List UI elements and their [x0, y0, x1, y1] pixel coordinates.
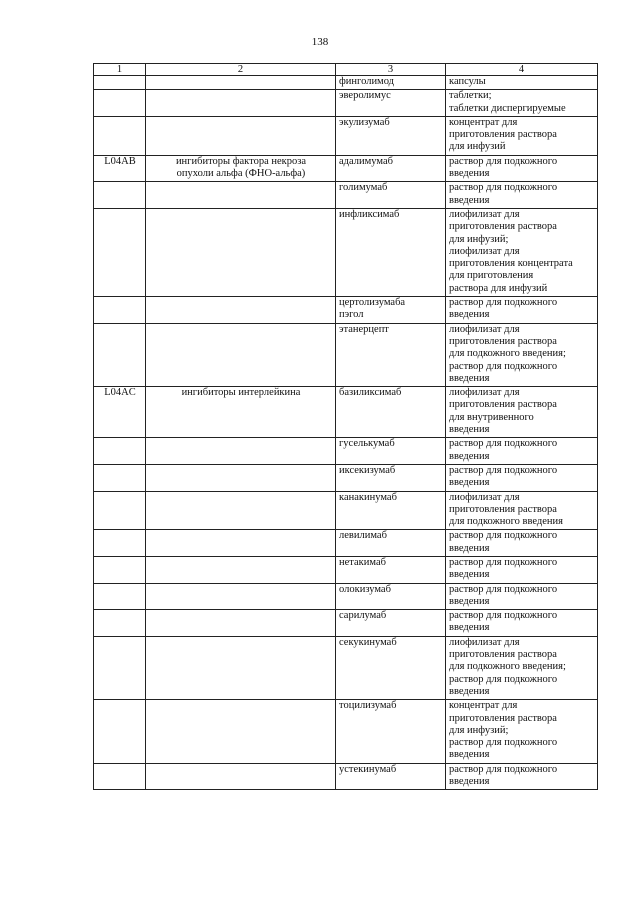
atc-code-cell: [94, 636, 146, 699]
atc-code-cell: [94, 491, 146, 530]
atc-code-cell: [94, 583, 146, 610]
substance-cell-line: финголимод: [339, 76, 394, 87]
pharm-group-cell: [146, 530, 336, 557]
substance-cell-line: олокизумаб: [339, 583, 391, 595]
table-row: [94, 90, 598, 117]
drug-table: [93, 63, 598, 790]
table-row: [94, 636, 598, 699]
pharm-group-cell-line: ингибиторы фактора некроза: [175, 155, 307, 167]
atc-code-cell: L04AC: [94, 387, 146, 438]
table-row: [94, 182, 598, 209]
substance-cell: [336, 464, 446, 491]
table-row: [94, 464, 598, 491]
table-row: [94, 583, 598, 610]
dosage-form-cell-line: лиофилизат для: [449, 323, 520, 335]
substance-cell-line: сарилумаб: [339, 610, 387, 622]
atc-code-cell: [94, 700, 146, 763]
dosage-form-cell-line: введения: [449, 776, 490, 788]
pharm-group-cell: [146, 491, 336, 530]
dosage-form-cell-line: введения: [449, 622, 490, 634]
dosage-form-cell-line: для подкожного введения;: [449, 348, 566, 360]
dosage-form-cell-line: раствор для подкожного: [449, 464, 558, 476]
dosage-form-cell: [446, 530, 598, 557]
dosage-form-cell: [446, 583, 598, 610]
dosage-form-cell-line: таблетки;: [449, 90, 492, 102]
dosage-form-cell-line: лиофилизат для: [449, 636, 520, 648]
dosage-form-cell-line: введения: [449, 309, 490, 321]
atc-code-cell: [94, 438, 146, 465]
dosage-form-cell-line: для подкожного введения;: [449, 661, 566, 673]
dosage-form-cell-line: для приготовления: [449, 270, 534, 282]
pharm-group-cell: [146, 90, 336, 117]
dosage-form-cell: [446, 700, 598, 763]
substance-cell: [336, 90, 446, 117]
substance-cell-line: пэгол: [339, 309, 364, 321]
table-row: [94, 556, 598, 583]
substance-cell: [336, 438, 446, 465]
dosage-form-cell-line: раствор для подкожного: [449, 360, 558, 372]
pharm-group-cell: [146, 76, 336, 90]
substance-cell-line: этанерцепт: [339, 323, 389, 335]
pharm-group-cell: [146, 182, 336, 209]
dosage-form-cell-line: раствор для подкожного: [449, 610, 558, 622]
atc-code-cell: [94, 464, 146, 491]
atc-code-cell: [94, 76, 146, 90]
dosage-form-cell-line: лиофилизат для: [449, 208, 520, 220]
dosage-form-cell-line: раствор для подкожного: [449, 737, 558, 749]
atc-code-cell: L04AB: [94, 155, 146, 182]
table-row: [94, 208, 598, 296]
dosage-form-cell-line: раствор для подкожного: [449, 530, 558, 542]
substance-cell-line: эверолимус: [339, 90, 391, 102]
substance-cell-line: канакинумаб: [339, 491, 397, 503]
dosage-form-cell-line: для инфузий;: [449, 724, 509, 736]
substance-cell-line: левилимаб: [339, 530, 387, 542]
dosage-form-cell-line: приготовления концентрата: [449, 258, 573, 270]
substance-cell-line: гуселькумаб: [339, 438, 395, 450]
dosage-form-cell: [446, 763, 598, 790]
pharm-group-cell: [146, 464, 336, 491]
table-row: [94, 491, 598, 530]
dosage-form-cell: [446, 464, 598, 491]
dosage-form-cell-line: раствор для подкожного: [449, 438, 558, 450]
pharm-group-cell: [146, 387, 336, 438]
dosage-form-cell-line: приготовления раствора: [449, 399, 557, 411]
substance-cell: [336, 556, 446, 583]
substance-cell-line: адалимумаб: [339, 155, 393, 167]
dosage-form-cell-line: введения: [449, 194, 490, 206]
dosage-form-cell-line: раствор для подкожного: [449, 155, 558, 167]
dosage-form-cell: [446, 636, 598, 699]
dosage-form-cell-line: лиофилизат для: [449, 245, 520, 257]
dosage-form-cell: [446, 208, 598, 296]
substance-cell: [336, 76, 446, 90]
dosage-form-cell: [446, 387, 598, 438]
substance-cell: [336, 155, 446, 182]
dosage-form-cell-line: приготовления раствора: [449, 129, 557, 141]
substance-cell: [336, 323, 446, 386]
table-row: [94, 438, 598, 465]
dosage-form-cell-line: введения: [449, 477, 490, 489]
substance-cell-line: экулизумаб: [339, 116, 390, 128]
substance-cell-line: тоцилизумаб: [339, 700, 397, 712]
pharm-group-cell: [146, 636, 336, 699]
dosage-form-cell-line: введения: [449, 595, 490, 607]
table-row: [94, 700, 598, 763]
pharm-group-cell: [146, 610, 336, 637]
substance-cell: [336, 700, 446, 763]
dosage-form-cell-line: концентрат для: [449, 116, 518, 128]
dosage-form-cell-line: приготовления раствора: [449, 712, 557, 724]
dosage-form-cell-line: введения: [449, 749, 490, 761]
dosage-form-cell-line: для подкожного введения: [449, 516, 563, 528]
dosage-form-cell-line: приготовления раствора: [449, 649, 557, 661]
dosage-form-cell: [446, 90, 598, 117]
table-row: [94, 323, 598, 386]
dosage-form-cell-line: введения: [449, 424, 490, 436]
table-body: [94, 76, 598, 790]
substance-cell-line: устекинумаб: [339, 763, 397, 775]
dosage-form-cell-line: приготовления раствора: [449, 221, 557, 233]
substance-cell: [336, 763, 446, 790]
substance-cell-line: цертолизумаба: [339, 297, 406, 309]
dosage-form-cell: [446, 116, 598, 155]
dosage-form-cell-line: концентрат для: [449, 700, 518, 712]
dosage-form-cell-line: раствор для подкожного: [449, 556, 558, 568]
dosage-form-cell-line: раствор для подкожного: [449, 763, 558, 775]
dosage-form-cell-line: для инфузий: [449, 141, 506, 153]
atc-code-cell: [94, 297, 146, 324]
pharm-group-cell: [146, 438, 336, 465]
substance-cell: [336, 610, 446, 637]
substance-cell: [336, 116, 446, 155]
dosage-form-cell-line: лиофилизат для: [449, 387, 520, 399]
atc-code-cell: [94, 763, 146, 790]
table-row: [94, 610, 598, 637]
dosage-form-cell-line: лиофилизат для: [449, 491, 520, 503]
atc-code-cell: [94, 610, 146, 637]
atc-code-cell: [94, 116, 146, 155]
substance-cell: [336, 208, 446, 296]
atc-code-cell: [94, 182, 146, 209]
table-row: [94, 387, 598, 438]
dosage-form-cell-line: раствор для подкожного: [449, 297, 558, 309]
dosage-form-cell-line: введения: [449, 542, 490, 554]
dosage-form-cell-line: введения: [449, 168, 490, 180]
dosage-form-cell-line: введения: [449, 450, 490, 462]
dosage-form-cell: [446, 610, 598, 637]
dosage-form-cell-line: введения: [449, 372, 490, 384]
dosage-form-cell-line: раствор для подкожного: [449, 583, 558, 595]
column-header-3: 3: [336, 64, 446, 76]
dosage-form-cell: [446, 556, 598, 583]
pharm-group-cell: [146, 700, 336, 763]
dosage-form-cell-line: раствор для подкожного: [449, 182, 558, 194]
column-header-4: 4: [446, 64, 598, 76]
substance-cell: [336, 182, 446, 209]
pharm-group-cell-line: опухоли альфа (ФНО-альфа): [176, 168, 306, 180]
atc-code-cell: [94, 323, 146, 386]
substance-cell-line: секукинумаб: [339, 636, 397, 648]
dosage-form-cell: [446, 76, 598, 90]
substance-cell-line: нетакимаб: [339, 556, 386, 568]
pharm-group-cell: [146, 116, 336, 155]
substance-cell: [336, 636, 446, 699]
dosage-form-cell: [446, 155, 598, 182]
pharm-group-cell: [146, 583, 336, 610]
page-number: 138: [311, 36, 329, 48]
substance-cell-line: инфликсимаб: [339, 208, 400, 220]
pharm-group-cell: [146, 323, 336, 386]
pharm-group-cell: [146, 208, 336, 296]
substance-cell: [336, 297, 446, 324]
substance-cell: [336, 387, 446, 438]
table-row: [94, 155, 598, 182]
pharm-group-cell: [146, 556, 336, 583]
dosage-form-cell: [446, 491, 598, 530]
substance-cell: [336, 491, 446, 530]
dosage-form-cell-line: введения: [449, 685, 490, 697]
dosage-form-cell: [446, 438, 598, 465]
column-header-2: 2: [146, 64, 336, 76]
table-row: [94, 116, 598, 155]
substance-cell-line: базиликсимаб: [339, 387, 402, 399]
pharm-group-cell: [146, 297, 336, 324]
table-row: [94, 530, 598, 557]
dosage-form-cell-line: приготовления раствора: [449, 503, 557, 515]
dosage-form-cell-line: капсулы: [449, 76, 486, 87]
substance-cell: [336, 530, 446, 557]
dosage-form-cell-line: раствор для подкожного: [449, 673, 558, 685]
dosage-form-cell-line: для инфузий;: [449, 233, 509, 245]
substance-cell-line: иксекизумаб: [339, 464, 396, 476]
substance-cell: [336, 583, 446, 610]
pharm-group-cell-line: ингибиторы интерлейкина: [181, 387, 301, 399]
dosage-form-cell-line: таблетки диспергируемые: [449, 102, 566, 114]
dosage-form-cell: [446, 323, 598, 386]
dosage-form-cell-line: приготовления раствора: [449, 335, 557, 347]
atc-code-cell: [94, 556, 146, 583]
pharm-group-cell: [146, 763, 336, 790]
dosage-form-cell: [446, 182, 598, 209]
table-row: [94, 763, 598, 790]
header-row: [94, 64, 598, 76]
pharm-group-cell: [146, 155, 336, 182]
substance-cell-line: голимумаб: [339, 182, 388, 194]
table-row: [94, 76, 598, 90]
dosage-form-cell-line: раствора для инфузий: [449, 282, 548, 294]
dosage-form-cell: [446, 297, 598, 324]
atc-code-cell: [94, 208, 146, 296]
table-row: [94, 297, 598, 324]
atc-code-cell: [94, 90, 146, 117]
atc-code-cell: [94, 530, 146, 557]
dosage-form-cell-line: для внутривенного: [449, 411, 534, 423]
dosage-form-cell-line: введения: [449, 569, 490, 581]
column-header-1: 1: [94, 64, 146, 76]
